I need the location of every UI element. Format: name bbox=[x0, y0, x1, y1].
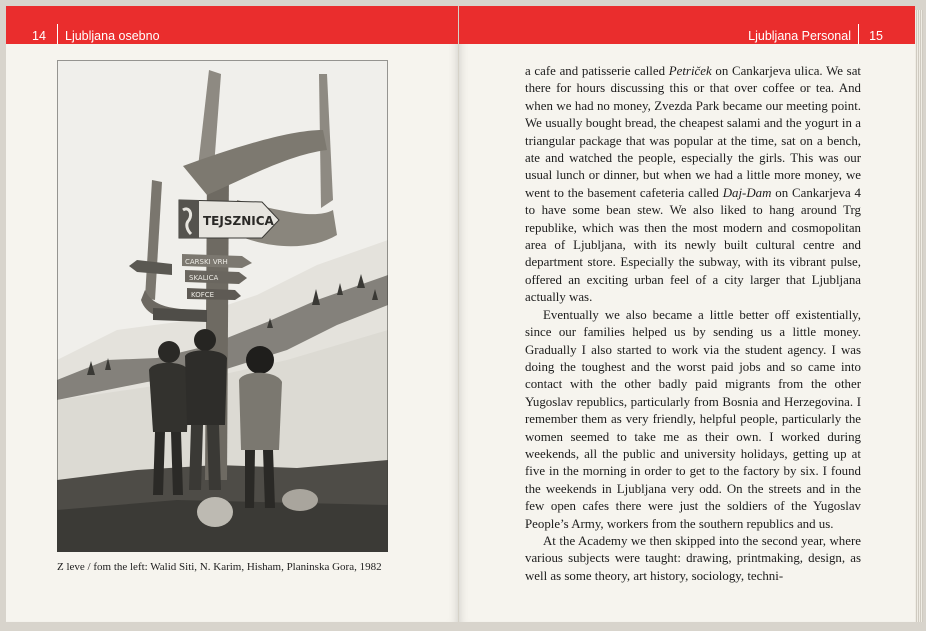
paragraph: Eventually we also became a little better off existentially, since our families helped us by sending us a little money. Gradually I also started to work via the student agency. I was doing the toughest and the worst paid jobs and so came into contact with the other badly paid migrants from the other Yugoslav republics, particularly from Bosnia and Herzegovina. I remember them as very friendly, helpful people, particularly the women seemed to take me as their own. I worked during weekends, all the public and university holidays, getting up at five in the morning in order to get to the factory by six. I found the weekends in Ljubljana very odd. On the streets and in the few open cafes there were just the soldiers of the Yugoslav People’s Army, workers from the southern republics and us. bbox=[525, 307, 861, 531]
text-run: a cafe and patisserie called bbox=[525, 64, 669, 78]
left-page-number: 14 bbox=[32, 29, 46, 43]
right-page-number: 15 bbox=[869, 29, 883, 43]
right-page bbox=[459, 6, 915, 622]
text-run: on Cankarjeva 4 to have some bean stew. We also liked to hang around Trg republike, which was then the most modern and cosmopolitan area of Ljubljana, with its newly built cultural centre and department store. Especially the subway, with its vibrant pulse, offered an exciting urban feel of a city larger that Ljubljana actually was. bbox=[525, 185, 861, 305]
header-divider bbox=[57, 24, 58, 44]
header-divider bbox=[858, 24, 859, 44]
small-sign-2: SKALICA bbox=[189, 274, 219, 282]
left-page bbox=[6, 6, 459, 622]
left-running-title: Ljubljana osebno bbox=[65, 29, 160, 43]
text-run: on Cankarjeva ulica. We sat there for hours discussing this or that over coffee or tea. And when we had no money, Zvezda Park became our meeting point. We usually bought bread, the cheapest salami and the yogurt in a triangular package that was popular at the time, sat on a bench, ate and watched the people, especially the girls. This was our usual lunch or dinner, but when we had a little more money, we went to the basement cafeteria called bbox=[525, 64, 861, 200]
photo-illustration bbox=[57, 60, 388, 552]
body-text bbox=[525, 63, 861, 585]
small-sign-1: CARSKI VRH bbox=[185, 258, 228, 266]
photo-caption: Z leve / fom the left: Walid Siti, N. Karim, Hisham, Planinska Gora, 1982 bbox=[57, 561, 382, 573]
cafeteria-name: Daj-Dam bbox=[722, 185, 772, 200]
right-page-header bbox=[459, 6, 915, 44]
left-page-header bbox=[6, 6, 458, 44]
sign-text: TEJSZNICA bbox=[203, 214, 274, 228]
paragraph: At the Academy we then skipped into the second year, where various subjects were taught: drawing, printmaking, design, as well as some theory, art history, sociology, techni- bbox=[525, 533, 861, 583]
cafe-name: Petriček bbox=[668, 64, 712, 78]
paragraph bbox=[525, 63, 861, 307]
small-sign-3: KOFCE bbox=[191, 291, 215, 299]
page-edges bbox=[915, 10, 923, 622]
photograph bbox=[57, 60, 388, 552]
right-running-title: Ljubljana Personal bbox=[748, 29, 851, 43]
